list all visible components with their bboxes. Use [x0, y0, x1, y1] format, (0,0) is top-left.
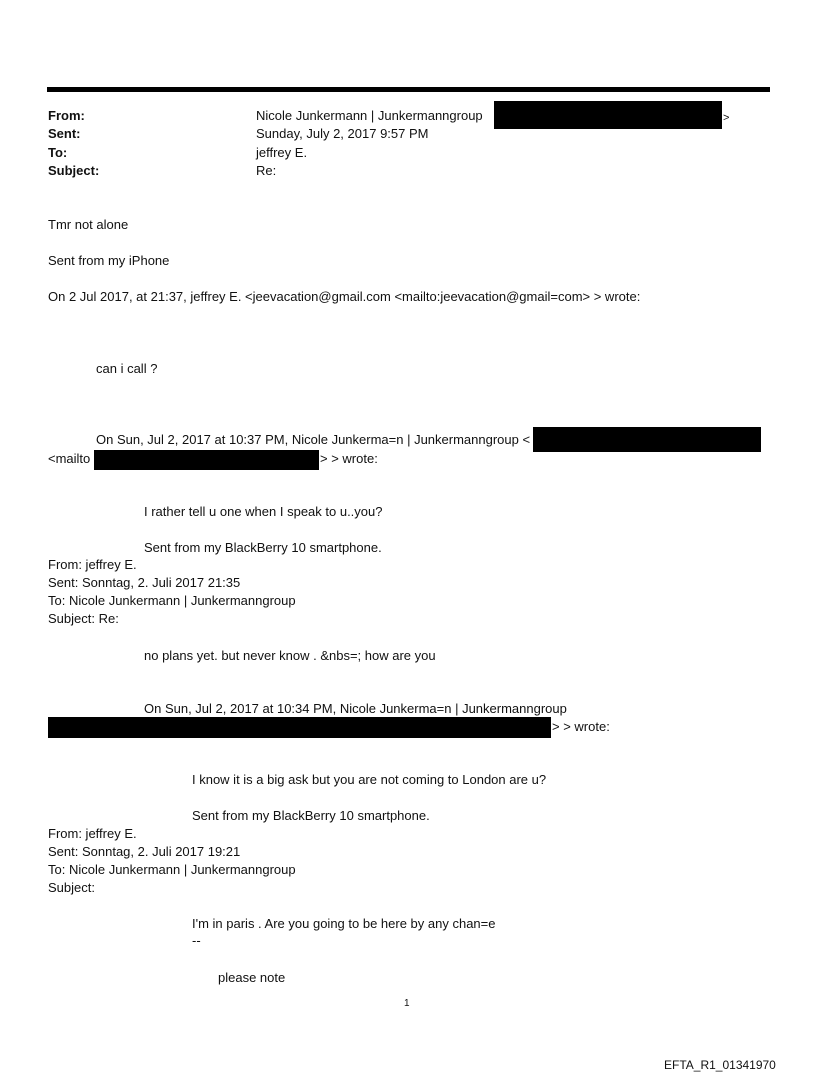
quoted-wrote: > > wrote:: [320, 451, 378, 466]
to-label: To:: [48, 145, 68, 160]
redaction-box: [494, 101, 722, 129]
quoted-from: From: jeffrey E.: [48, 826, 137, 841]
subject-value: Re:: [256, 163, 277, 178]
page-number: 1: [404, 998, 410, 1009]
quoted-header-line: On Sun, Jul 2, 2017 at 10:37 PM, Nicole Junkerma=n | Junkermanngroup <: [96, 432, 531, 447]
document-id: EFTA_R1_01341970: [664, 1058, 776, 1072]
body-line: Sent from my iPhone: [48, 253, 170, 268]
redaction-box: [94, 450, 319, 470]
quoted-text: no plans yet. but never know . &nbs=; how are you: [144, 648, 436, 663]
quoted-subject: Subject: Re:: [48, 611, 119, 626]
quoted-header-line: On Sun, Jul 2, 2017 at 10:34 PM, Nicole Junkerma=n | Junkermanngroup: [144, 701, 567, 716]
quoted-text: I rather tell u one when I speak to u..you?: [144, 504, 383, 519]
quoted-to: To: Nicole Junkermann | Junkermanngroup: [48, 862, 296, 877]
from-tail: >: [723, 112, 730, 124]
quoted-text: Sent from my BlackBerry 10 smartphone.: [144, 540, 382, 555]
quoted-subject: Subject:: [48, 880, 95, 895]
sent-value: Sunday, July 2, 2017 9:57 PM: [256, 126, 429, 141]
subject-label: Subject:: [48, 163, 100, 178]
quoted-text: can i call ?: [96, 361, 158, 376]
quoted-signature-dash: --: [192, 933, 201, 948]
sent-label: Sent:: [48, 126, 81, 141]
redaction-box: [48, 717, 551, 738]
quoted-text: I'm in paris . Are you going to be here by any chan=e: [192, 916, 496, 931]
body-line: On 2 Jul 2017, at 21:37, jeffrey E. <jeevacation@gmail.com <mailto:jeevacation@gmail=com> > wrote:: [48, 289, 641, 304]
from-value: Nicole Junkermann | Junkermanngroup: [256, 108, 483, 123]
to-value: jeffrey E.: [256, 145, 308, 160]
quoted-text: I know it is a big ask but you are not coming to London are u?: [192, 772, 547, 787]
from-label: From:: [48, 108, 85, 123]
quoted-to: To: Nicole Junkermann | Junkermanngroup: [48, 593, 296, 608]
quoted-sent: Sent: Sonntag, 2. Juli 2017 21:35: [48, 575, 241, 590]
quoted-from: From: jeffrey E.: [48, 557, 137, 572]
quoted-sent: Sent: Sonntag, 2. Juli 2017 19:21: [48, 844, 241, 859]
quoted-text: please note: [218, 970, 286, 985]
quoted-text: Sent from my BlackBerry 10 smartphone.: [192, 808, 430, 823]
redaction-box: [533, 427, 761, 452]
quoted-mailto: <mailto: [48, 451, 91, 466]
quoted-wrote: > > wrote:: [552, 719, 610, 734]
header-rule: [47, 87, 770, 92]
body-line: Tmr not alone: [48, 217, 129, 232]
